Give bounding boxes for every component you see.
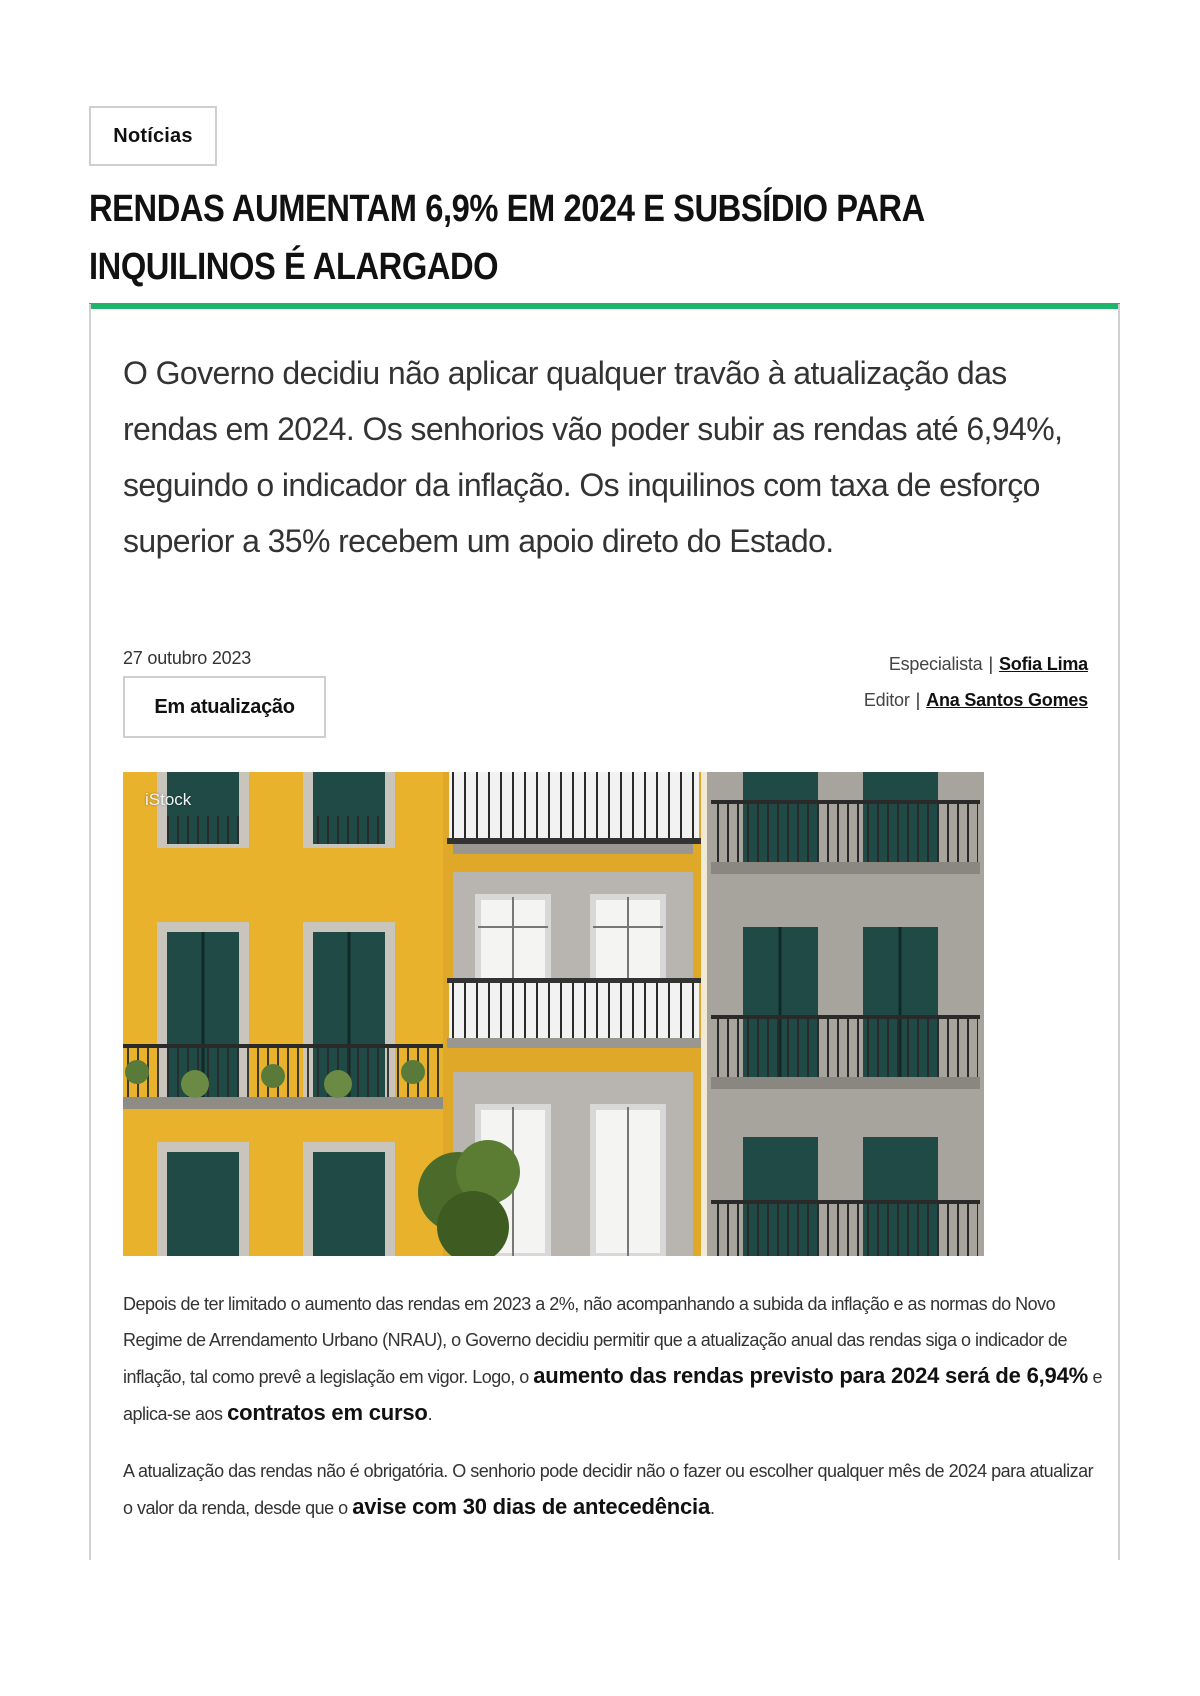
paragraph-text: Depois de ter limitado o aumento das rendas em 2023 a 2%, não acompanhando a subida da inflação e as normas do Novo Regime de Arrendamento Urbano (NRAU), o Governo decidiu permitir que a atualização anual das rendas siga o indicador de inflação, tal como prevê a legislação em vigor. Logo, o (123, 1294, 1068, 1387)
highlight-text: contratos em curso (227, 1400, 428, 1425)
paragraph-text: . (427, 1404, 433, 1424)
article-credits (864, 646, 1088, 718)
article-headline (89, 180, 949, 296)
status-badge (123, 676, 326, 738)
body-paragraph-2 (123, 1453, 1103, 1526)
article-lead: O Governo decidiu não aplicar qualquer travão à atualização das rendas em 2024. Os senhorios vão poder subir as rendas até 6,94%, seguindo o indicador da inflação. Os inquilinos com taxa de esforço superior a 35% recebem um apoio direto do Estado. (123, 355, 1063, 559)
editor-author-link[interactable]: Ana Santos Gomes (926, 690, 1088, 710)
article-photo (123, 772, 984, 1256)
highlight-text: avise com 30 dias de antecedência (352, 1494, 711, 1519)
paragraph-text: A atualização das rendas não é obrigatória. O senhorio pode decidir não o fazer ou escolher qualquer mês de 2024 para atualizar o valor da renda, desde que o (123, 1461, 1094, 1518)
body-paragraph-1 (123, 1286, 1103, 1432)
status-label: Em atualização (154, 695, 295, 718)
credit-separator: | (915, 690, 921, 710)
editor-role: Editor (863, 690, 910, 710)
headline-line-2: INQUILINOS É ALARGADO (89, 246, 499, 288)
building-facade-illustration (123, 772, 984, 1256)
photo-credit: iStock (145, 790, 192, 809)
specialist-author-link[interactable]: Sofia Lima (998, 654, 1088, 674)
paragraph-text: e aplica-se aos (123, 1367, 1103, 1424)
specialist-role: Especialista (888, 654, 983, 674)
specialist-credit (864, 646, 1088, 682)
category-label: Notícias (113, 124, 193, 147)
publication-date: 27 outubro 2023 (123, 648, 252, 668)
credit-separator: | (988, 654, 993, 674)
highlight-text: aumento das rendas previsto para 2024 será de 6,94% (533, 1363, 1088, 1388)
editor-credit (864, 682, 1088, 718)
headline-line-1: RENDAS AUMENTAM 6,9% EM 2024 E SUBSÍDIO PARA (89, 188, 925, 230)
category-tag[interactable] (89, 106, 217, 166)
paragraph-text: . (710, 1498, 715, 1518)
